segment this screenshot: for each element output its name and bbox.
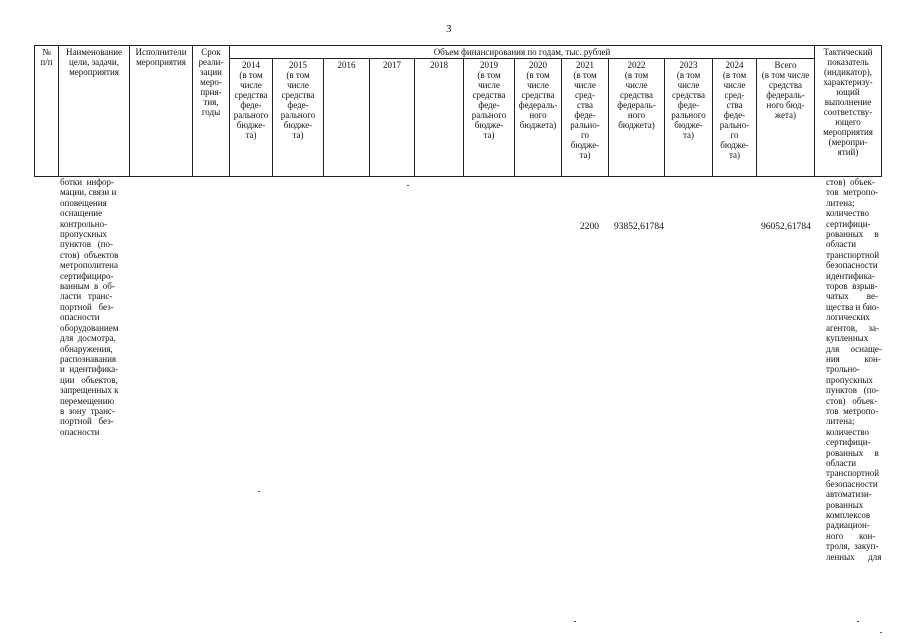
year-label: 2018 <box>430 60 448 70</box>
year-note: (в том числе средства феде- рального бюдже- та) <box>233 70 269 140</box>
year-label: 2021 <box>576 60 594 70</box>
header-year-2024 <box>713 59 757 177</box>
year-label: 2022 <box>627 60 646 70</box>
year-note: (в том числе средства федераль- ного бюджета) <box>518 70 558 130</box>
header-year-2019 <box>464 59 515 177</box>
year-note: (в том числе средства феде- рального бюдже- та) <box>471 70 507 140</box>
header-year-2021 <box>562 59 609 177</box>
scan-speck <box>407 185 409 186</box>
measure-name-text: ботки инфор- мации, связи и оповещения оснащение контрольно- пропускных пунктов (по- стов) объектов метрополитена сертифициро- ванным в об- ласти транс- портной без- опасности оборудованием для досмотра, обнаружения, распознавания и идентифика- ции объектов, запрещенных к перемещению в зону транс- портной без- опасности <box>60 177 119 437</box>
year-label: 2019 <box>480 60 498 70</box>
scan-speck <box>857 621 859 622</box>
year-note: (в том числе сред- ства феде- рально- го бюдже- та) <box>719 70 750 160</box>
header-financing-group: Объем финансирования по годам, тыс. рублей <box>230 46 815 59</box>
year-label: 2015 <box>289 60 307 70</box>
header-year-2020 <box>515 59 562 177</box>
year-note: (в том числе средства федераль- ного бюджета) <box>617 70 656 130</box>
header-term: Срок реали- зации меро- прия- тия, годы <box>193 46 230 177</box>
value-2021: 2200 <box>580 222 599 232</box>
year-label: 2014 <box>242 60 260 70</box>
year-note: (в том числе средства феде- рального бюдже- та) <box>671 70 706 140</box>
header-executors: Исполнители мероприятия <box>130 46 193 177</box>
header-year-total <box>757 59 815 177</box>
header-year-2015 <box>273 59 324 177</box>
header-number: № п/п <box>35 46 59 177</box>
header-year-2017 <box>370 59 415 177</box>
financing-table <box>34 45 882 177</box>
year-note: (в том числе средства федераль- ного бюд- жета) <box>761 70 810 120</box>
header-name: Наименование цели, задачи, мероприятия <box>59 46 130 177</box>
header-year-2023 <box>665 59 713 177</box>
header-year-2014 <box>230 59 273 177</box>
header-indicator: Тактический показатель (индикатор), характеризу- ющий выполнение соответству- ющего мероприятия (меропри- ятий) <box>815 46 882 177</box>
year-label: 2017 <box>383 60 401 70</box>
scan-speck <box>574 621 576 622</box>
header-year-2018 <box>415 59 464 177</box>
year-label: 2020 <box>529 60 547 70</box>
value-total: 96052,61784 <box>761 222 811 232</box>
header-year-2022 <box>609 59 665 177</box>
year-label: 2016 <box>337 60 356 70</box>
year-note: (в том числе средства феде- рального бюдже- та) <box>280 70 316 140</box>
indicator-text: стов) объек- тов метропо- литена; количество сертифици- рованных в области транспортной безопасности идентифика- торов взрыв- чатых ве- щества и био- логических агентов, за- купленных для оснаще- ния кон- трольно- пропускных пунктов (по- стов) объек- тов метропо- литена; количество сертифици- рованных в области транспортной безопасности автоматизи- рованных комплексов радиацион- ного кон- троля, закуп- ленных для <box>826 177 882 562</box>
year-label: Всего <box>774 60 797 70</box>
year-label: 2023 <box>679 60 698 70</box>
scan-speck <box>880 632 882 633</box>
header-year-2016 <box>324 59 370 177</box>
year-note: (в том числе сред- ства феде- рально- го бюдже- та) <box>570 70 600 160</box>
scan-speck <box>258 491 260 492</box>
page-number: 3 <box>446 23 452 35</box>
year-label: 2024 <box>725 60 744 70</box>
value-2022: 93852,61784 <box>614 222 664 232</box>
